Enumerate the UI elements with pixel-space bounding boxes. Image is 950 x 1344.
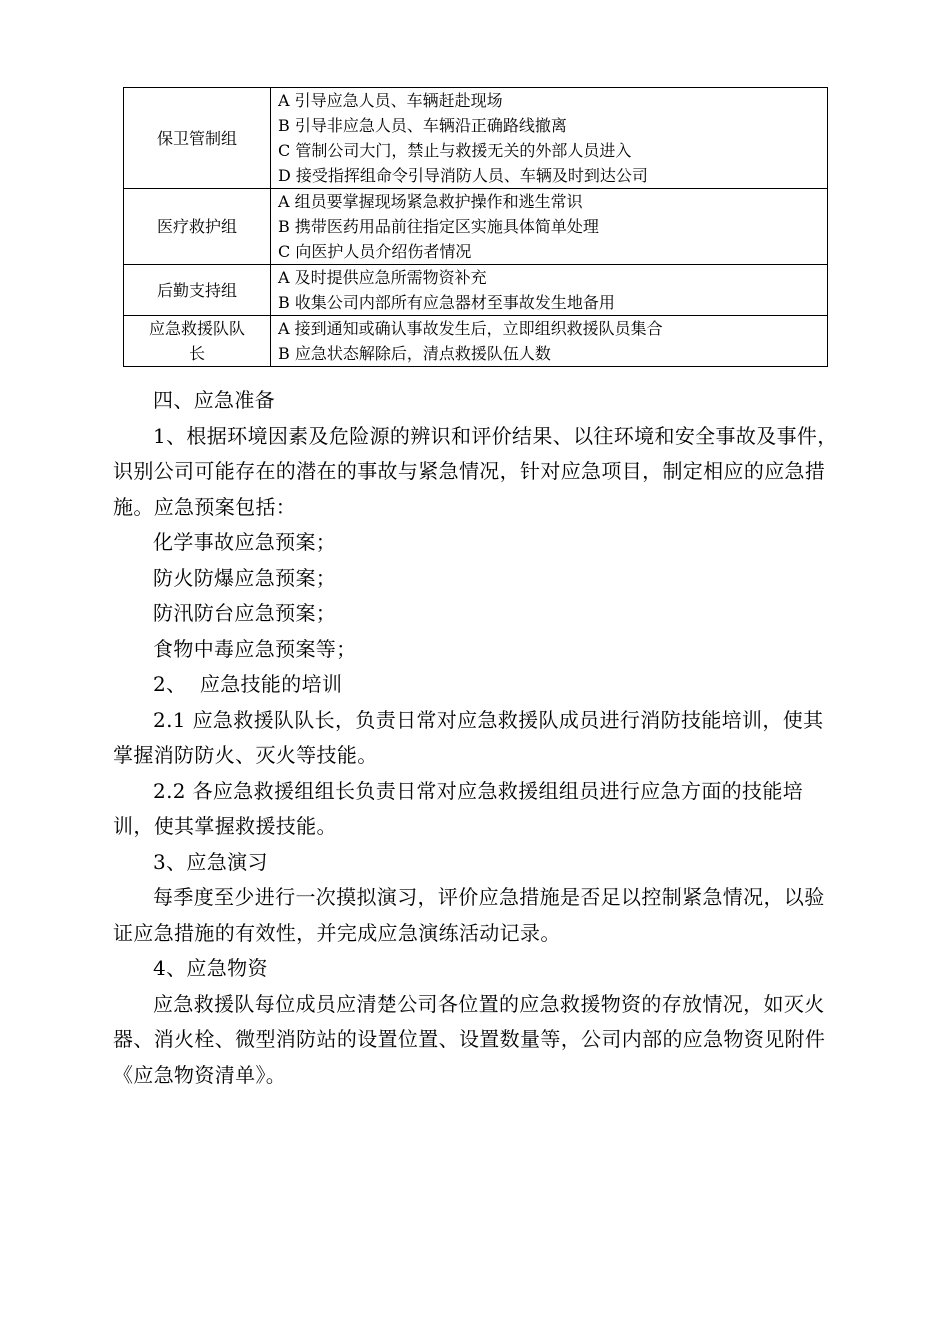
table-row [124,316,828,367]
paragraph: 应急救援队每位成员应清楚公司各位置的应急救援物资的存放情况，如灭火器、消火栓、微型消防站的设置位置、设置数量等，公司内部的应急物资见附件《应急物资清单》。 [113,991,826,1087]
tasks-cell [271,88,828,189]
subheading: 2、 应急技能的培训 [153,672,343,696]
role-cell: 医疗救护组 [124,189,271,265]
role-cell [124,316,271,367]
table-row [124,189,828,265]
emergency-duty-table [123,87,828,367]
plan-item: 化学事故应急预案； [153,530,337,554]
task-line: B 应急状态解除后，清点救援队伍人数 [278,344,551,363]
task-line: C 向医护人员介绍伤者情况 [278,242,472,261]
plan-item: 防火防爆应急预案； [153,565,337,590]
table-row [124,265,828,316]
plan-item: 防汛防台应急预案； [153,601,337,625]
paragraph: 1、根据环境因素及危险源的辨识和评价结果、以往环境和安全事故及事件，识别公司可能存在的潜在的事故与紧急情况，针对应急项目，制定相应的应急措施。应急预案包括： [113,423,838,519]
plan-item: 食物中毒应急预案等； [153,636,357,661]
paragraph: 2.2 各应急救援组组长负责日常对应急救援组组员进行应急方面的技能培训，使其掌握救援技能。 [113,778,804,838]
tasks-cell [271,265,828,316]
task-line: A 组员要掌握现场紧急救护操作和逃生常识 [278,192,583,211]
section-heading: 四、应急准备 [153,388,276,412]
role-line: 应急救援队队 [148,319,245,338]
paragraph: 每季度至少进行一次摸拟演习，评价应急措施是否足以控制紧急情况，以验证应急措施的有效性，并完成应急演练活动记录。 [113,885,825,945]
role-cell: 后勤支持组 [124,265,271,316]
task-line: C 管制公司大门，禁止与救援无关的外部人员进入 [278,141,632,160]
role-line: 长 [188,344,205,363]
tasks-cell [271,189,828,265]
task-line: B 携带医药用品前往指定区实施具体简单处理 [278,217,599,236]
paragraph: 2.1 应急救援队队长，负责日常对应急救援队成员进行消防技能培训，使其掌握消防防火、灭火等技能。 [113,707,824,767]
tasks-cell [271,316,828,367]
task-line: A 及时提供应急所需物资补充 [278,268,487,287]
body-text [113,383,839,1093]
task-line: A 接到通知或确认事故发生后，立即组织救援队员集合 [278,319,663,338]
task-line: B 收集公司内部所有应急器材至事故发生地备用 [278,293,615,312]
subheading: 3、应急演习 [153,849,268,874]
task-line: B 引导非应急人员、车辆沿正确路线撤离 [278,116,567,135]
role-cell: 保卫管制组 [124,88,271,189]
subheading: 4、应急物资 [153,956,268,980]
table-row [124,88,828,189]
task-line: D 接受指挥组命令引导消防人员、车辆及时到达公司 [278,166,648,185]
task-line: A 引导应急人员、车辆赶赴现场 [278,91,503,110]
